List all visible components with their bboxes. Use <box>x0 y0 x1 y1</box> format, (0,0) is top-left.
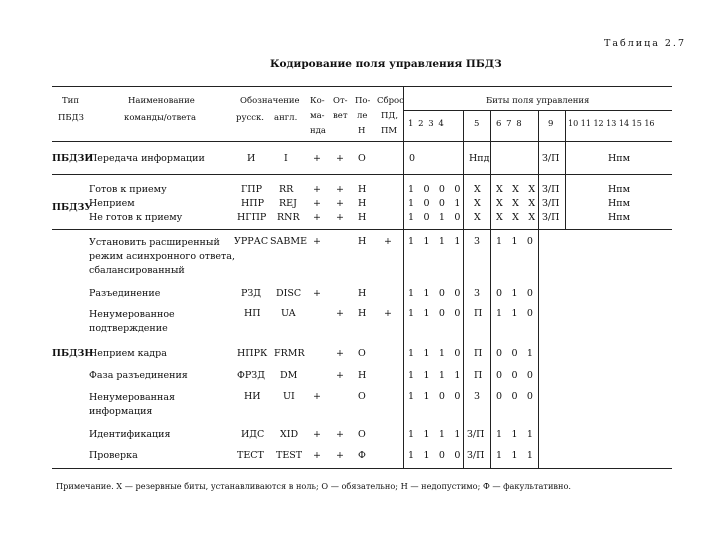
group-rule-2 <box>52 229 672 230</box>
row-last: О <box>358 391 366 402</box>
row-last: О <box>358 348 366 359</box>
row-b1: 1 0 1 0 <box>408 212 464 223</box>
row-b5: 3 <box>474 288 481 299</box>
row-b6: X X X <box>496 184 539 195</box>
row-resp: + <box>336 308 344 319</box>
hdr-bits-1-4: 1 2 3 4 <box>408 119 445 129</box>
row-cmd: + <box>313 212 321 223</box>
row-rus: РЗД <box>241 288 262 299</box>
row-name: Ненумерованная информация <box>89 392 175 417</box>
row-b1: 1 0 0 1 <box>408 198 464 209</box>
row-eng: SABME <box>270 236 308 247</box>
hdr-rus: русск. <box>236 113 264 123</box>
row-b1: 1 1 0 0 <box>408 288 464 299</box>
row-eng: DM <box>280 370 298 381</box>
row-cmd: + <box>313 184 321 195</box>
row-b10: Нпм <box>608 184 631 195</box>
row-b9: З/П <box>542 212 560 223</box>
row-b6: 1 1 1 <box>496 429 537 440</box>
bits-rule-9 <box>565 110 566 229</box>
row-resp: + <box>336 348 344 359</box>
row-name: Установить расширенный режим асинхронного ответа, сбалансированный <box>89 237 235 276</box>
row-last: Н <box>358 184 367 195</box>
hdr-bit-9: 9 <box>548 119 554 129</box>
row-b6: 1 1 0 <box>496 236 537 247</box>
row-name: Не готов к приему <box>89 212 183 223</box>
hdr-last-3: Н <box>358 126 366 136</box>
hdr-designation: Обозначение <box>240 96 300 106</box>
row-b6: 0 1 0 <box>496 288 537 299</box>
row-b5: П <box>474 348 483 359</box>
row-b6: X X X <box>496 198 539 209</box>
hdr-cmd-3: нда <box>310 126 326 136</box>
row-b9: З/П <box>542 153 560 164</box>
row-eng: RNR <box>277 212 300 223</box>
row-resp: + <box>336 429 344 440</box>
row-b1: 1 1 0 0 <box>408 450 464 461</box>
row-resp: + <box>336 370 344 381</box>
hdr-cmd-2: ма- <box>310 111 325 121</box>
row-last: Н <box>358 236 367 247</box>
hdr-resp-2: вет <box>333 111 348 121</box>
hdr-resp-1: От- <box>333 96 348 106</box>
hdr-bit-5: 5 <box>474 119 480 129</box>
hdr-bits-10-16: 10 11 12 13 14 15 16 <box>568 119 655 128</box>
hdr-eng: англ. <box>274 113 298 123</box>
row-last: Н <box>358 308 367 319</box>
row-rus: ГПР <box>241 184 262 195</box>
row-name: Передача информации <box>89 153 205 164</box>
group-type-u: ПБДЗУ <box>52 202 93 213</box>
row-last: Ф <box>358 450 366 461</box>
row-eng: REJ <box>279 198 297 209</box>
row-b5: З/П <box>467 429 485 440</box>
row-b6: 1 1 0 <box>496 308 537 319</box>
row-b6: 0 0 0 <box>496 370 537 381</box>
hdr-last-2: ле <box>357 111 368 121</box>
row-cmd: + <box>313 153 321 164</box>
row-name: Фаза разъединения <box>89 370 188 381</box>
row-last: Н <box>358 288 367 299</box>
row-b1: 1 1 1 1 <box>408 429 464 440</box>
row-last: О <box>358 429 366 440</box>
row-rus: НГПР <box>237 212 267 223</box>
row-b1: 1 1 0 0 <box>408 391 464 402</box>
row-name: Ненумерованное подтверждение <box>89 309 175 334</box>
bottom-rule <box>52 468 672 469</box>
row-b1: 1 1 1 1 <box>408 236 464 247</box>
group-type-n: ПБДЗН <box>52 348 94 359</box>
row-cmd: + <box>313 288 321 299</box>
row-name: Разъединение <box>89 288 161 299</box>
row-resp: + <box>336 153 344 164</box>
hdr-reset-1: Сброс <box>377 96 404 106</box>
row-last: О <box>358 153 366 164</box>
row-b5: З/П <box>467 450 485 461</box>
row-eng: UA <box>281 308 296 319</box>
row-b5: 3 <box>474 236 481 247</box>
hdr-bits-title: Биты поля управления <box>486 96 590 106</box>
row-reset: + <box>384 308 392 319</box>
row-name: Готов к приему <box>89 184 167 195</box>
row-last: Н <box>358 212 367 223</box>
row-eng: FRMR <box>274 348 305 359</box>
row-b5: П <box>474 370 483 381</box>
hdr-name-2: команды/ответа <box>124 113 197 123</box>
row-name: Неприем кадра <box>89 348 167 359</box>
hdr-reset-3: ПМ <box>381 126 398 136</box>
row-rus: ИДС <box>241 429 265 440</box>
row-rus: ФРЗД <box>237 370 265 381</box>
group-rule-1 <box>52 174 672 175</box>
row-b10: Нпм <box>608 212 631 223</box>
row-b5: X <box>474 184 481 195</box>
row-b9: З/П <box>542 198 560 209</box>
row-b1: 0 <box>409 153 416 164</box>
hdr-name-1: Наименование <box>128 96 195 106</box>
row-eng: TEST <box>276 450 303 461</box>
row-cmd: + <box>313 429 321 440</box>
row-b6: 0 0 0 <box>496 391 537 402</box>
row-b5: Нпд <box>469 153 490 164</box>
bits-rule-8-lower <box>538 229 539 468</box>
row-name: Проверка <box>89 450 138 461</box>
row-resp: + <box>336 450 344 461</box>
hdr-reset-2: ПД, <box>381 111 399 121</box>
row-b5: X <box>474 212 481 223</box>
row-resp: + <box>336 212 344 223</box>
table-note: Примечание. X — резервные биты, устанавливаются в ноль; О — обязательно; Н — недопустимо; Ф — факультативно. <box>56 481 572 491</box>
row-b10: Нпм <box>608 153 631 164</box>
row-b9: З/П <box>542 184 560 195</box>
row-b10: Нпм <box>608 198 631 209</box>
row-rus: ТЕСТ <box>237 450 264 461</box>
row-rus: НИ <box>244 391 261 402</box>
row-b6: X X X <box>496 212 539 223</box>
row-last: Н <box>358 198 367 209</box>
hdr-bits-6-8: 6 7 8 <box>496 119 523 129</box>
row-b1: 1 1 0 0 <box>408 308 464 319</box>
row-b1: 1 1 1 0 <box>408 348 464 359</box>
row-b5: 3 <box>474 391 481 402</box>
row-eng: UI <box>283 391 295 402</box>
row-eng: DISC <box>276 288 302 299</box>
row-cmd: + <box>313 198 321 209</box>
bits-rule-5 <box>490 110 491 468</box>
bits-left-rule <box>403 86 404 468</box>
row-resp: + <box>336 184 344 195</box>
row-b6: 1 1 1 <box>496 450 537 461</box>
row-rus: НП <box>244 308 261 319</box>
hdr-type-1: Тип <box>62 96 79 106</box>
table-title: Кодирование поля управления ПБДЗ <box>270 58 502 70</box>
row-eng: XID <box>280 429 299 440</box>
row-eng: I <box>284 153 288 164</box>
row-name: Неприем <box>89 198 135 209</box>
hdr-last-1: По- <box>355 96 371 106</box>
row-eng: RR <box>279 184 294 195</box>
row-b1: 1 0 0 0 <box>408 184 464 195</box>
top-rule <box>52 86 672 87</box>
row-cmd: + <box>313 391 321 402</box>
header-bottom-rule <box>52 141 672 142</box>
row-rus: НПР <box>241 198 264 209</box>
row-b1: 1 1 1 1 <box>408 370 464 381</box>
row-name: Идентификация <box>89 429 171 440</box>
row-b5: П <box>474 308 483 319</box>
row-cmd: + <box>313 236 321 247</box>
row-b6: 0 0 1 <box>496 348 537 359</box>
row-last: Н <box>358 370 367 381</box>
table-number: Таблица 2.7 <box>604 38 686 49</box>
hdr-cmd-1: Ко- <box>310 96 325 106</box>
row-reset: + <box>384 236 392 247</box>
row-cmd: + <box>313 450 321 461</box>
row-rus: НПРК <box>237 348 268 359</box>
row-rus: И <box>247 153 256 164</box>
hdr-type-2: ПБДЗ <box>58 113 84 123</box>
group-type-i: ПБДЗИ <box>52 153 94 164</box>
row-b5: X <box>474 198 481 209</box>
row-resp: + <box>336 198 344 209</box>
row-rus: УРРАС <box>234 236 269 247</box>
